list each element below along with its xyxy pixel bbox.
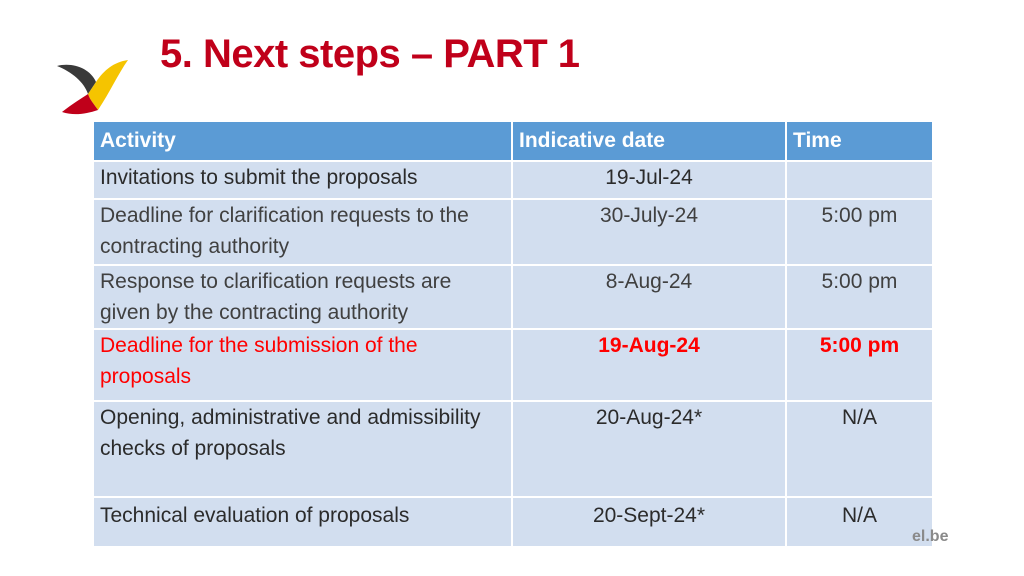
time-cell: N/A	[786, 401, 933, 497]
date-cell: 19-Aug-24	[512, 329, 786, 401]
date-cell: 30-July-24	[512, 199, 786, 265]
logo	[52, 52, 132, 124]
time-cell	[786, 161, 933, 199]
activity-cell: Technical evaluation of proposals	[94, 497, 512, 547]
time-cell: 5:00 pm	[786, 199, 933, 265]
header-activity: Activity	[94, 122, 512, 161]
date-cell: 20-Aug-24*	[512, 401, 786, 497]
table-row-highlighted	[94, 329, 933, 401]
table-row	[94, 497, 933, 547]
activity-cell: Deadline for clarification requests to the contracting authority	[94, 199, 512, 265]
time-cell: 5:00 pm	[786, 329, 933, 401]
table-row	[94, 265, 933, 329]
date-cell: 19-Jul-24	[512, 161, 786, 199]
footer-url-fragment: el.be	[912, 528, 949, 545]
table-row	[94, 161, 933, 199]
time-cell: 5:00 pm	[786, 265, 933, 329]
slide-title: 5. Next steps – PART 1	[160, 32, 580, 76]
next-steps-table	[94, 122, 934, 548]
date-cell: 8-Aug-24	[512, 265, 786, 329]
time-cell: N/A	[786, 497, 933, 547]
bird-logo-icon	[52, 52, 132, 124]
table-row	[94, 199, 933, 265]
activity-cell: Invitations to submit the proposals	[94, 161, 512, 199]
header-indicative-date: Indicative date	[512, 122, 786, 161]
date-cell: 20-Sept-24*	[512, 497, 786, 547]
table-header-row	[94, 122, 933, 161]
table-row	[94, 401, 933, 497]
activity-cell: Response to clarification requests are given by the contracting authority	[94, 265, 512, 329]
activity-cell: Opening, administrative and admissibility checks of proposals	[94, 401, 512, 497]
activity-cell: Deadline for the submission of the proposals	[94, 329, 512, 401]
header-time: Time	[786, 122, 933, 161]
